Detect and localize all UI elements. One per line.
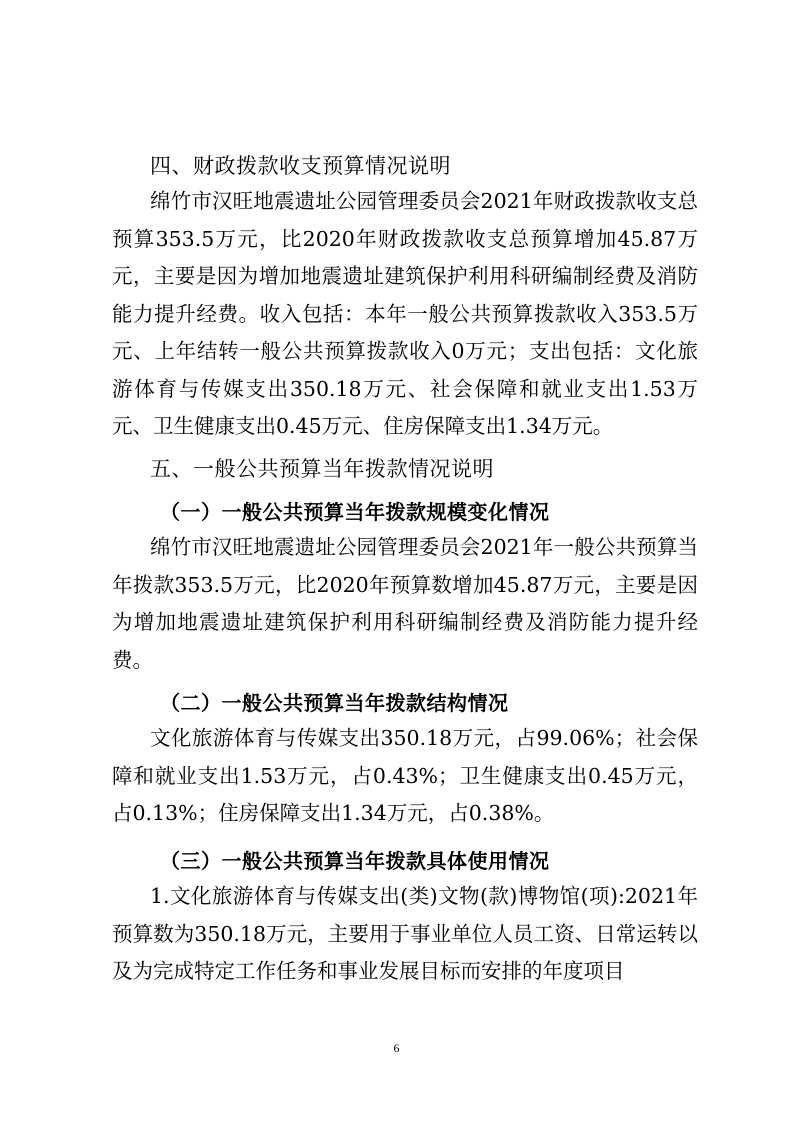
subsection-1-paragraph: 绵竹市汉旺地震遗址公园管理委员会2021年一般公共预算当年拨款353.5万元，比2020年预算数增加45.87万元，主要是因为增加地震遗址建筑保护利用科研编制经费及消防能力提升经费。 xyxy=(112,535,698,672)
subsection-title-3: （三）一般公共预算当年拨款具体使用情况 xyxy=(160,849,550,873)
subsection-title-2: （二）一般公共预算当年拨款结构情况 xyxy=(160,691,509,715)
section-heading-4: 四、财政拨款收支预算情况说明 xyxy=(150,154,451,178)
subsection-title-1: （一）一般公共预算当年拨款规模变化情况 xyxy=(160,500,550,524)
subsection-3-paragraph: 1.文化旅游体育与传媒支出(类)文物(款)博物馆(项):2021年预算数为350.18万元，主要用于事业单位人员工资、日常运转以及为完成特定工作任务和事业发展目标而安排的年度项目 xyxy=(112,884,698,983)
section-4-paragraph: 绵竹市汉旺地震遗址公园管理委员会2021年财政拨款收支总预算353.5万元，比2020年财政拨款收支总预算增加45.87万元，主要是因为增加地震遗址建筑保护利用科研编制经费及消防能力提升经费。收入包括：本年一般公共预算拨款收入353.5万元、上年结转一般公共预算拨款收入0万元；支出包括：文化旅游体育与传媒支出350.18万元、社会保障和就业支出1.53万元、卫生健康支出0.45万元、住房保障支出1.34万元。 xyxy=(112,189,698,438)
page-number: 6 xyxy=(393,1041,400,1055)
subsection-2-paragraph: 文化旅游体育与传媒支出350.18万元，占99.06%；社会保障和就业支出1.53万元，占0.43%；卫生健康支出0.45万元，占0.13%；住房保障支出1.34万元，占0.38%。 xyxy=(112,726,698,825)
section-heading-5: 五、一般公共预算当年拨款情况说明 xyxy=(150,457,494,481)
